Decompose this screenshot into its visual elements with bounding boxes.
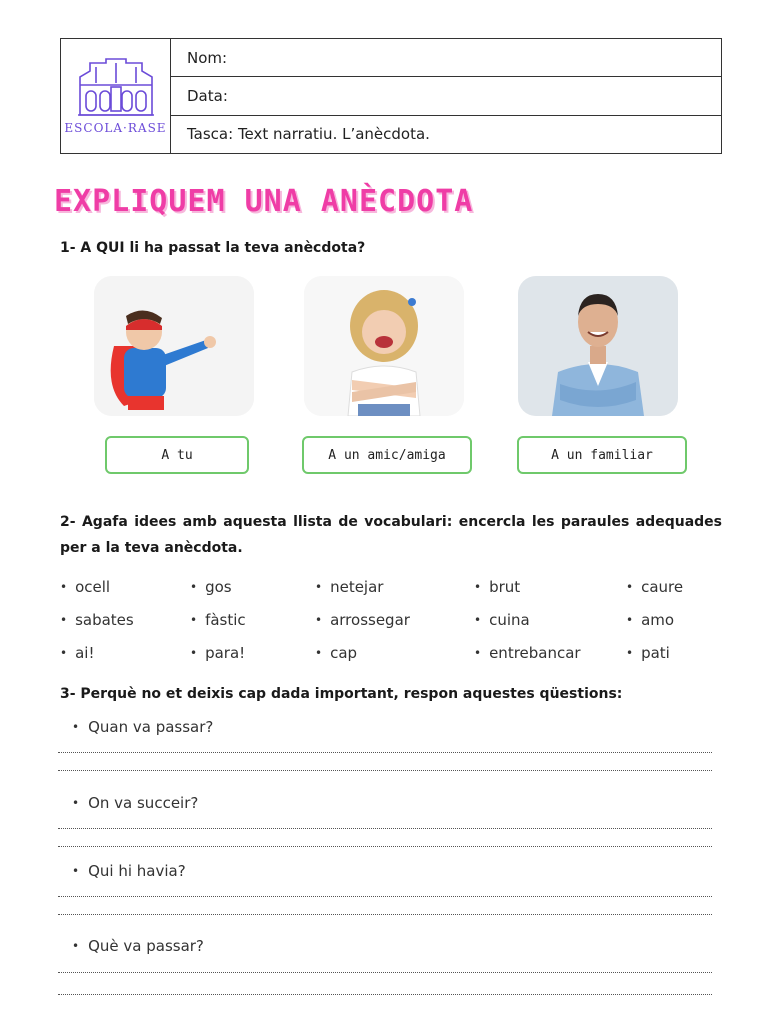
question-2: 2- Agafa idees amb aquesta llista de vocabulari: encercla les paraules adequades per a la teva anècdota. [60,514,722,556]
vocab-word[interactable]: • arrossegar [315,611,410,629]
vocab-word[interactable]: • pati [626,644,670,662]
vocab-word[interactable]: • gos [190,578,232,596]
vocab-word[interactable]: • cuina [474,611,530,629]
name-field[interactable]: Nom: [171,39,721,77]
option-a-tu[interactable]: A tu [105,436,249,474]
vocab-word[interactable]: • para! [190,644,245,662]
sub-question-who: • Qui hi havia? [72,862,186,880]
photo-child-superhero [94,276,254,416]
photo-laughing-girl [304,276,464,416]
school-logo [61,39,171,153]
answer-line[interactable] [58,994,712,995]
task-field: Tasca: Text narratiu. L’anècdota. [187,125,430,144]
question-1: 1- A QUI li ha passat la teva anècdota? [60,240,366,256]
option-a-un-familiar[interactable]: A un familiar [517,436,687,474]
vocab-word[interactable]: • brut [474,578,520,596]
answer-line[interactable] [58,770,712,771]
date-field[interactable]: Data: [171,77,721,115]
vocab-word[interactable]: • ai! [60,644,94,662]
vocab-word[interactable]: • ocell [60,578,110,596]
answer-line[interactable] [58,828,712,829]
option-a-un-amic[interactable]: A un amic/amiga [302,436,472,474]
answer-line[interactable] [58,914,712,915]
photo-smiling-man [518,276,678,416]
answer-line[interactable] [58,896,712,897]
vocab-word[interactable]: • cap [315,644,357,662]
question-3: 3- Perquè no et deixis cap dada important, respon aquestes qüestions: [60,686,623,702]
logo-text: ESCOLA·RASE [64,121,167,135]
sub-question-where: • On va succeir? [72,794,198,812]
vocab-word[interactable]: • caure [626,578,683,596]
page-title: EXPLIQUEM UNA ANÈCDOTA [54,184,474,219]
vocab-word[interactable]: • entrebancar [474,644,581,662]
vocab-word[interactable]: • sabates [60,611,134,629]
school-building-icon [76,57,156,119]
vocabulary-list [60,576,740,676]
answer-line[interactable] [58,972,712,973]
sub-question-what: • Què va passar? [72,937,204,955]
vocab-word[interactable]: • fàstic [190,611,246,629]
vocab-word[interactable]: • amo [626,611,674,629]
answer-line[interactable] [58,846,712,847]
answer-line[interactable] [58,752,712,753]
header-table [60,38,722,154]
vocab-word[interactable]: • netejar [315,578,383,596]
sub-question-when: • Quan va passar? [72,718,213,736]
